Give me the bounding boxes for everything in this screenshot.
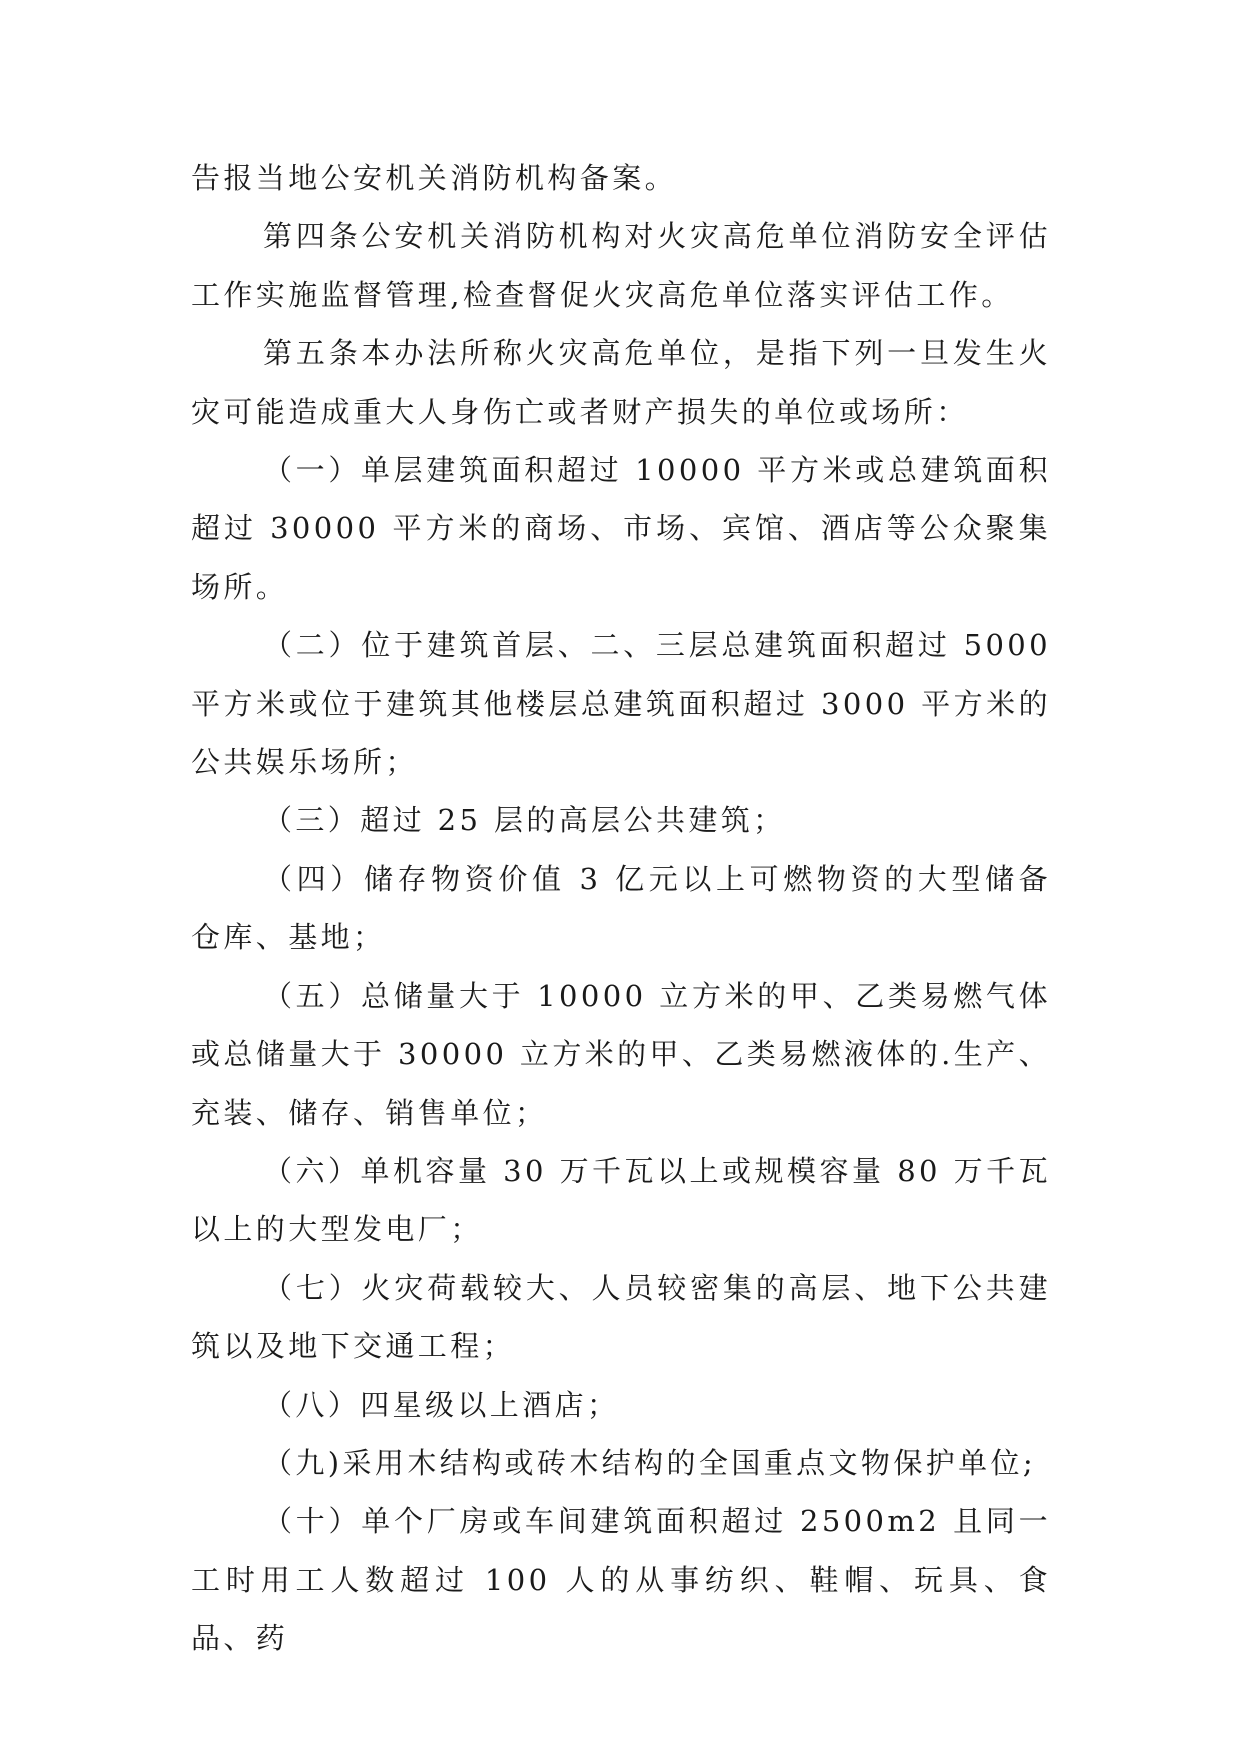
- paragraph-article-4: 第四条公安机关消防机构对火灾高危单位消防安全评估工作实施监督管理,检查督促火灾高危单位落实评估工作。: [191, 219, 1051, 312]
- document-body: [191, 149, 1051, 1668]
- list-item-1: （一）单层建筑面积超过 10000 平方米或总建筑面积超过 30000 平方米的商场、市场、宾馆、酒店等公众聚集场所。: [191, 453, 1051, 604]
- list-item-4: （四）储存物资价值 3 亿元以上可燃物资的大型储备仓库、基地；: [191, 861, 1051, 955]
- list-item-7: （七）火灾荷载较大、人员较密集的高层、地下公共建筑以及地下交通工程；: [191, 1270, 1051, 1364]
- list-item-6: （六）单机容量 30 万千瓦以上或规模容量 80 万千瓦以上的大型发电厂；: [191, 1153, 1051, 1247]
- list-item-5: （五）总储量大于 10000 立方米的甲、乙类易燃气体或总储量大于 30000 立方米的甲、乙类易燃液体的.生产、充装、储存、销售单位；: [191, 978, 1051, 1130]
- list-item-8: （八）四星级以上酒店；: [263, 1387, 620, 1422]
- list-item-3: （三）超过 25 层的高层公共建筑；: [263, 803, 786, 838]
- paragraph-article-5: 第五条本办法所称火灾高危单位，是指下列一旦发生火灾可能造成重大人身伤亡或者财产损失的单位或场所：: [191, 336, 1051, 429]
- paragraph-continuation: 告报当地公安机关消防机构备案。: [191, 161, 678, 195]
- list-item-2: （二）位于建筑首层、二、三层总建筑面积超过 5000 平方米或位于建筑其他楼层总建筑面积超过 3000 平方米的公共娱乐场所；: [191, 628, 1051, 780]
- list-item-10: （十）单个厂房或车间建筑面积超过 2500m2 且同一工时用工人数超过 100 人的从事纺织、鞋帽、玩具、食品、药: [191, 1504, 1051, 1656]
- list-item-9: （九)采用木结构或砖木结构的全国重点文物保护单位;: [263, 1445, 1037, 1480]
